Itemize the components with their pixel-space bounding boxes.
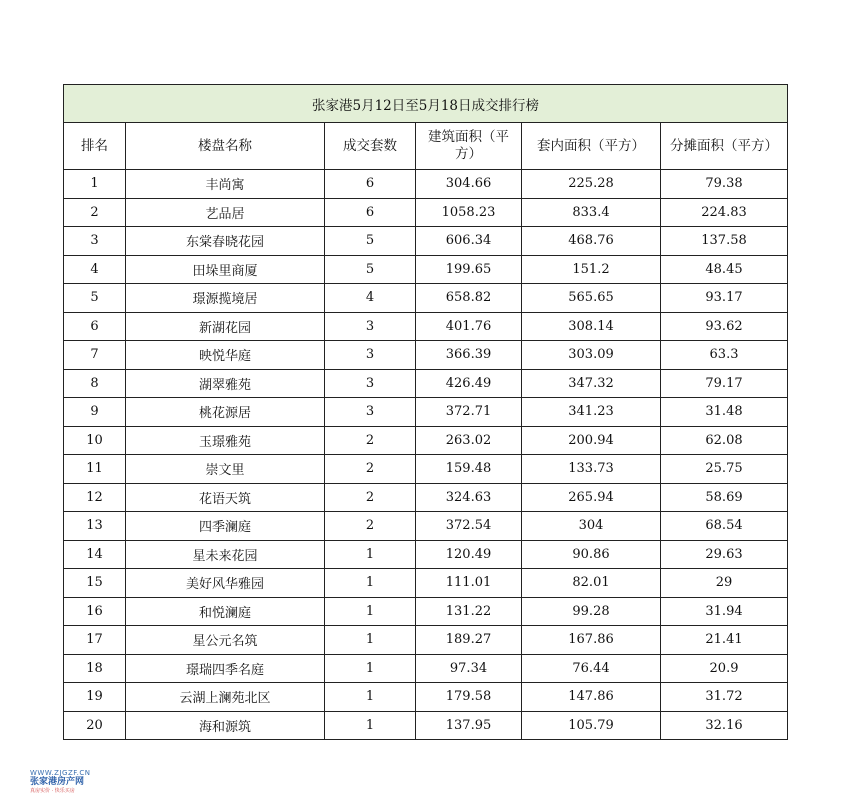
cell-project-name: 田垛里商厦	[126, 255, 325, 284]
table-row	[64, 540, 788, 569]
table-row	[64, 512, 788, 541]
cell-units-sold: 5	[325, 227, 416, 256]
cell-building-area: 137.95	[416, 711, 522, 740]
cell-interior-area: 347.32	[522, 369, 661, 398]
cell-units-sold: 1	[325, 540, 416, 569]
cell-shared-area: 25.75	[661, 455, 788, 484]
cell-units-sold: 4	[325, 284, 416, 313]
cell-interior-area: 565.65	[522, 284, 661, 313]
header-interior-area: 套内面积（平方）	[522, 123, 661, 170]
header-shared-area: 分摊面积（平方）	[661, 123, 788, 170]
cell-building-area: 372.71	[416, 398, 522, 427]
cell-interior-area: 151.2	[522, 255, 661, 284]
cell-project-name: 美好风华雅园	[126, 569, 325, 598]
cell-building-area: 120.49	[416, 540, 522, 569]
cell-interior-area: 76.44	[522, 654, 661, 683]
cell-rank: 15	[64, 569, 126, 598]
cell-building-area: 1058.23	[416, 198, 522, 227]
cell-project-name: 星未来花园	[126, 540, 325, 569]
cell-building-area: 401.76	[416, 312, 522, 341]
cell-interior-area: 265.94	[522, 483, 661, 512]
cell-interior-area: 304	[522, 512, 661, 541]
cell-project-name: 崇文里	[126, 455, 325, 484]
cell-shared-area: 63.3	[661, 341, 788, 370]
cell-units-sold: 1	[325, 626, 416, 655]
table-row	[64, 398, 788, 427]
cell-units-sold: 3	[325, 398, 416, 427]
cell-shared-area: 31.48	[661, 398, 788, 427]
cell-units-sold: 1	[325, 711, 416, 740]
cell-shared-area: 79.17	[661, 369, 788, 398]
cell-shared-area: 68.54	[661, 512, 788, 541]
cell-interior-area: 105.79	[522, 711, 661, 740]
cell-project-name: 璟源揽境居	[126, 284, 325, 313]
cell-interior-area: 147.86	[522, 683, 661, 712]
watermark-slogan: 真房实价 · 快乐买房	[30, 788, 75, 794]
cell-rank: 12	[64, 483, 126, 512]
cell-shared-area: 93.62	[661, 312, 788, 341]
table-row	[64, 711, 788, 740]
cell-interior-area: 833.4	[522, 198, 661, 227]
cell-building-area: 131.22	[416, 597, 522, 626]
table-row	[64, 455, 788, 484]
cell-project-name: 桃花源居	[126, 398, 325, 427]
cell-units-sold: 1	[325, 597, 416, 626]
cell-units-sold: 3	[325, 369, 416, 398]
cell-shared-area: 20.9	[661, 654, 788, 683]
cell-units-sold: 1	[325, 654, 416, 683]
cell-units-sold: 2	[325, 512, 416, 541]
table-row	[64, 597, 788, 626]
cell-project-name: 星公元名筑	[126, 626, 325, 655]
cell-interior-area: 90.86	[522, 540, 661, 569]
header-row	[64, 123, 788, 170]
cell-project-name: 海和源筑	[126, 711, 325, 740]
cell-interior-area: 225.28	[522, 170, 661, 199]
header-building-area: 建筑面积（平方）	[416, 123, 522, 170]
cell-rank: 17	[64, 626, 126, 655]
cell-rank: 14	[64, 540, 126, 569]
cell-building-area: 179.58	[416, 683, 522, 712]
cell-project-name: 四季澜庭	[126, 512, 325, 541]
cell-rank: 5	[64, 284, 126, 313]
cell-project-name: 丰尚寓	[126, 170, 325, 199]
cell-rank: 13	[64, 512, 126, 541]
cell-shared-area: 31.94	[661, 597, 788, 626]
cell-interior-area: 341.23	[522, 398, 661, 427]
cell-rank: 19	[64, 683, 126, 712]
cell-project-name: 云湖上澜苑北区	[126, 683, 325, 712]
table-row	[64, 312, 788, 341]
cell-rank: 1	[64, 170, 126, 199]
cell-rank: 16	[64, 597, 126, 626]
table-row	[64, 569, 788, 598]
watermark-url: WWW.ZJGZF.CN	[30, 769, 91, 777]
table-row	[64, 198, 788, 227]
cell-units-sold: 6	[325, 198, 416, 227]
cell-shared-area: 48.45	[661, 255, 788, 284]
table-row	[64, 426, 788, 455]
cell-shared-area: 224.83	[661, 198, 788, 227]
ranking-sheet	[63, 84, 787, 740]
cell-building-area: 189.27	[416, 626, 522, 655]
title-row	[64, 85, 788, 123]
cell-units-sold: 1	[325, 569, 416, 598]
table-title: 张家港5月12日至5月18日成交排行榜	[64, 85, 788, 123]
cell-shared-area: 79.38	[661, 170, 788, 199]
cell-units-sold: 3	[325, 312, 416, 341]
cell-building-area: 324.63	[416, 483, 522, 512]
cell-project-name: 和悦澜庭	[126, 597, 325, 626]
cell-shared-area: 93.17	[661, 284, 788, 313]
cell-building-area: 97.34	[416, 654, 522, 683]
cell-interior-area: 308.14	[522, 312, 661, 341]
cell-shared-area: 29	[661, 569, 788, 598]
cell-rank: 11	[64, 455, 126, 484]
cell-shared-area: 137.58	[661, 227, 788, 256]
cell-interior-area: 167.86	[522, 626, 661, 655]
cell-units-sold: 1	[325, 683, 416, 712]
cell-units-sold: 3	[325, 341, 416, 370]
cell-interior-area: 200.94	[522, 426, 661, 455]
cell-rank: 20	[64, 711, 126, 740]
cell-units-sold: 2	[325, 455, 416, 484]
cell-building-area: 426.49	[416, 369, 522, 398]
cell-rank: 6	[64, 312, 126, 341]
cell-rank: 9	[64, 398, 126, 427]
cell-interior-area: 303.09	[522, 341, 661, 370]
cell-interior-area: 468.76	[522, 227, 661, 256]
site-logo-watermark	[30, 769, 122, 799]
cell-building-area: 372.54	[416, 512, 522, 541]
cell-building-area: 199.65	[416, 255, 522, 284]
cell-rank: 3	[64, 227, 126, 256]
cell-units-sold: 6	[325, 170, 416, 199]
cell-shared-area: 32.16	[661, 711, 788, 740]
header-units-sold: 成交套数	[325, 123, 416, 170]
table-row	[64, 626, 788, 655]
cell-rank: 18	[64, 654, 126, 683]
cell-shared-area: 29.63	[661, 540, 788, 569]
cell-building-area: 606.34	[416, 227, 522, 256]
cell-project-name: 璟瑞四季名庭	[126, 654, 325, 683]
table-row	[64, 483, 788, 512]
cell-project-name: 东棠春晓花园	[126, 227, 325, 256]
cell-shared-area: 62.08	[661, 426, 788, 455]
cell-interior-area: 82.01	[522, 569, 661, 598]
table-row	[64, 227, 788, 256]
header-rank: 排名	[64, 123, 126, 170]
cell-project-name: 艺品居	[126, 198, 325, 227]
watermark-site-name: 张家港房产网	[30, 777, 85, 787]
cell-rank: 4	[64, 255, 126, 284]
cell-rank: 10	[64, 426, 126, 455]
cell-units-sold: 5	[325, 255, 416, 284]
cell-rank: 2	[64, 198, 126, 227]
table-row	[64, 170, 788, 199]
cell-project-name: 花语天筑	[126, 483, 325, 512]
table-row	[64, 683, 788, 712]
ranking-table	[63, 84, 788, 740]
cell-project-name: 玉璟雅苑	[126, 426, 325, 455]
table-row	[64, 369, 788, 398]
table-row	[64, 255, 788, 284]
cell-interior-area: 133.73	[522, 455, 661, 484]
cell-building-area: 111.01	[416, 569, 522, 598]
cell-building-area: 159.48	[416, 455, 522, 484]
cell-building-area: 366.39	[416, 341, 522, 370]
cell-project-name: 新湖花园	[126, 312, 325, 341]
cell-rank: 8	[64, 369, 126, 398]
table-row	[64, 341, 788, 370]
cell-interior-area: 99.28	[522, 597, 661, 626]
cell-units-sold: 2	[325, 483, 416, 512]
cell-shared-area: 58.69	[661, 483, 788, 512]
cell-project-name: 映悦华庭	[126, 341, 325, 370]
cell-shared-area: 21.41	[661, 626, 788, 655]
header-project-name: 楼盘名称	[126, 123, 325, 170]
cell-rank: 7	[64, 341, 126, 370]
table-row	[64, 654, 788, 683]
cell-project-name: 湖翠雅苑	[126, 369, 325, 398]
cell-building-area: 658.82	[416, 284, 522, 313]
cell-building-area: 263.02	[416, 426, 522, 455]
table-row	[64, 284, 788, 313]
cell-building-area: 304.66	[416, 170, 522, 199]
cell-shared-area: 31.72	[661, 683, 788, 712]
cell-units-sold: 2	[325, 426, 416, 455]
